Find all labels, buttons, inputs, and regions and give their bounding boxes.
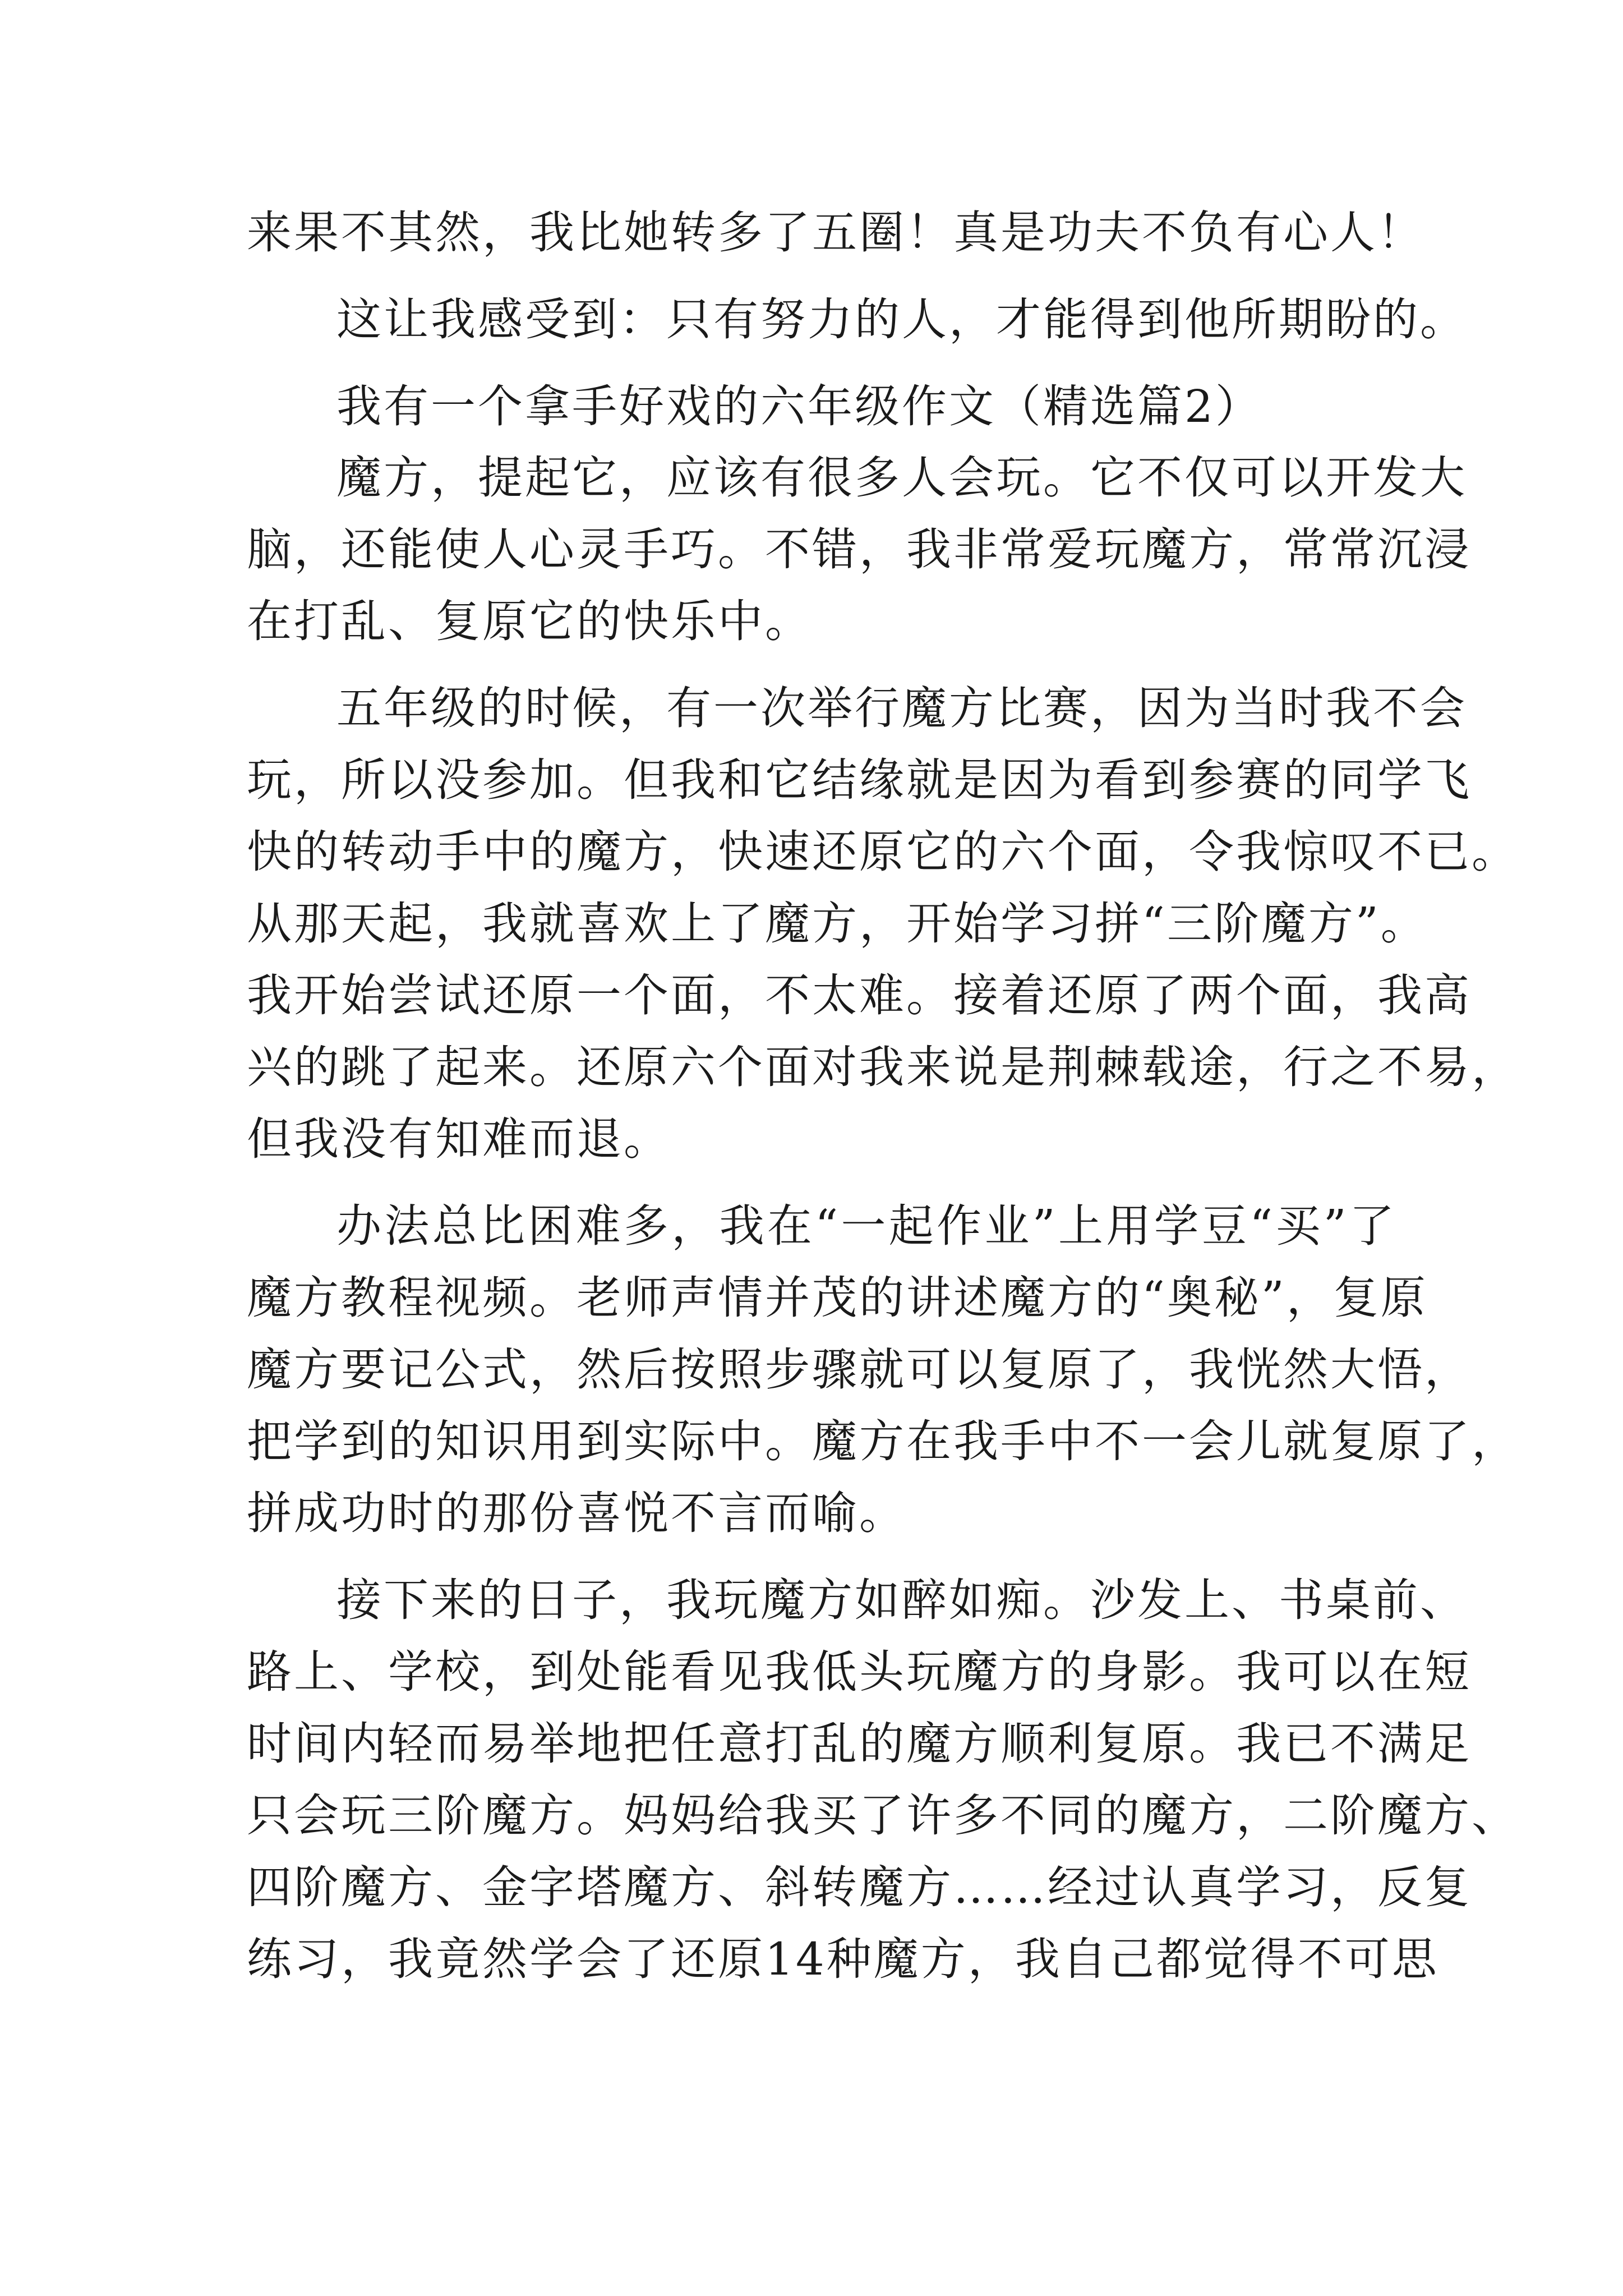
text-line-18: 拼成功时的那份喜悦不言而喻。 bbox=[247, 1487, 906, 1539]
text-line-13: 但我没有知难而退。 bbox=[247, 1113, 671, 1165]
text-line-1: 来果不其然，我比她转多了五圈！真是功夫不负有心人！ bbox=[247, 206, 1424, 259]
text-line-9: 快的转动手中的魔方，快速还原它的六个面，令我惊叹不已。 bbox=[247, 826, 1519, 878]
text-line-7: 五年级的时候，有一次举行魔方比赛，因为当时我不会 bbox=[336, 682, 1467, 734]
section-heading: 我有一个拿手好戏的六年级作文（精选篇2） bbox=[336, 380, 1262, 432]
text-line-6: 在打乱、复原它的快乐中。 bbox=[247, 595, 812, 647]
text-line-11: 我开始尝试还原一个面，不太难。接着还原了两个面，我高 bbox=[247, 969, 1472, 1022]
text-line-10: 从那天起，我就喜欢上了魔方，开始学习拼“三阶魔方”。 bbox=[247, 898, 1428, 950]
text-line-16: 魔方要记公式，然后按照步骤就可以复原了，我恍然大悟， bbox=[247, 1343, 1472, 1396]
text-line-12: 兴的跳了起来。还原六个面对我来说是荆棘载途，行之不易， bbox=[247, 1041, 1519, 1093]
text-line-19: 接下来的日子，我玩魔方如醉如痴。沙发上、书桌前、 bbox=[336, 1574, 1467, 1626]
text-line-24: 练习，我竟然学会了还原14种魔方，我自己都觉得不可思 bbox=[247, 1933, 1439, 1985]
text-line-2: 这让我感受到：只有努力的人，才能得到他所期盼的。 bbox=[336, 293, 1467, 346]
text-line-22: 只会玩三阶魔方。妈妈给我买了许多不同的魔方，二阶魔方、 bbox=[247, 1789, 1519, 1842]
text-line-20: 路上、学校，到处能看见我低头玩魔方的身影。我可以在短 bbox=[247, 1646, 1472, 1698]
text-line-4: 魔方，提起它，应该有很多人会玩。它不仅可以开发大 bbox=[336, 452, 1467, 504]
text-line-23: 四阶魔方、金字塔魔方、斜转魔方……经过认真学习，反复 bbox=[247, 1861, 1472, 1913]
text-line-21: 时间内轻而易举地把任意打乱的魔方顺利复原。我已不满足 bbox=[247, 1718, 1472, 1770]
text-line-14: 办法总比困难多，我在“一起作业”上用学豆“买”了 bbox=[336, 1200, 1396, 1252]
text-line-15: 魔方教程视频。老师声情并茂的讲述魔方的“奥秘”，复原 bbox=[247, 1272, 1428, 1324]
text-line-17: 把学到的知识用到实际中。魔方在我手中不一会儿就复原了， bbox=[247, 1415, 1519, 1467]
text-line-8: 玩，所以没参加。但我和它结缘就是因为看到参赛的同学飞 bbox=[247, 754, 1472, 806]
text-line-5: 脑，还能使人心灵手巧。不错，我非常爱玩魔方，常常沉浸 bbox=[247, 523, 1472, 576]
